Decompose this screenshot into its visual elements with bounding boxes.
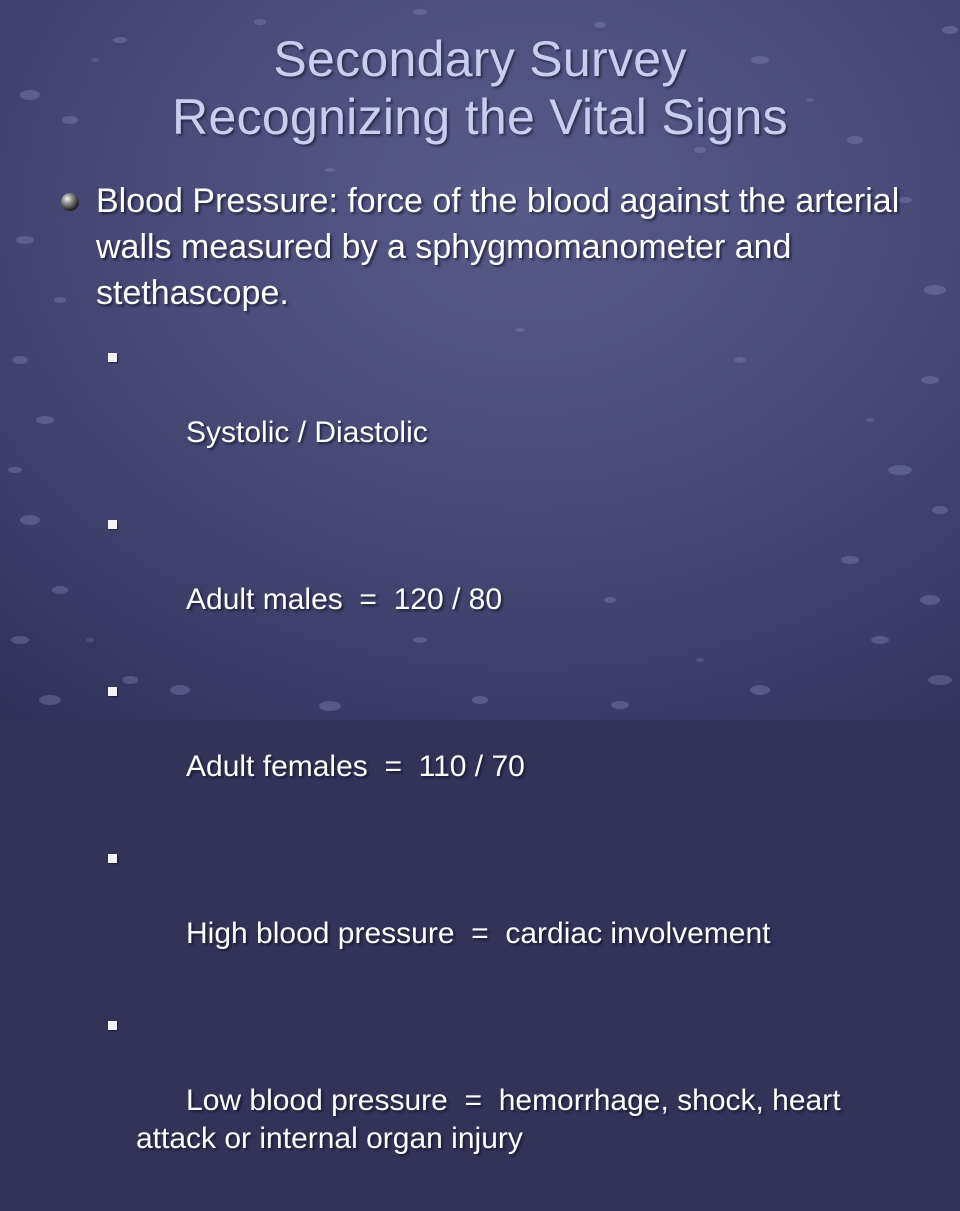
sub-bullet-item xyxy=(106,672,926,824)
square-bullet-icon xyxy=(108,520,117,529)
sub-bullet-text: Adult females = 110 / 70 xyxy=(186,750,525,783)
square-bullet-icon xyxy=(108,1021,117,1030)
slide-title-line-2: Recognizing the Vital Signs xyxy=(172,89,788,145)
sphere-bullet-icon xyxy=(60,192,80,212)
sub-bullet-item xyxy=(106,839,926,991)
sub-bullet-text: High blood pressure = cardiac involvement xyxy=(186,917,771,950)
sub-bullet-text: Low blood pressure = hemorrhage, shock, heart attack or internal organ injury xyxy=(136,1084,849,1155)
sub-bullet-list xyxy=(106,338,926,1211)
sub-bullet-text: Systolic / Diastolic xyxy=(186,416,428,449)
sub-bullet-text: Adult males = 120 / 80 xyxy=(186,583,503,616)
slide-title-line-1: Secondary Survey xyxy=(273,31,687,87)
slide-title xyxy=(0,30,960,146)
main-point-text: Blood Pressure: force of the blood against the arterial walls measured by a sphygmomanometer and stethascope. xyxy=(96,182,900,312)
sub-bullet-item xyxy=(106,505,926,657)
square-bullet-icon xyxy=(108,854,117,863)
sub-bullet-item xyxy=(106,1006,926,1196)
square-bullet-icon xyxy=(108,687,117,696)
sub-bullet-item xyxy=(106,338,926,490)
square-bullet-icon xyxy=(108,353,117,362)
